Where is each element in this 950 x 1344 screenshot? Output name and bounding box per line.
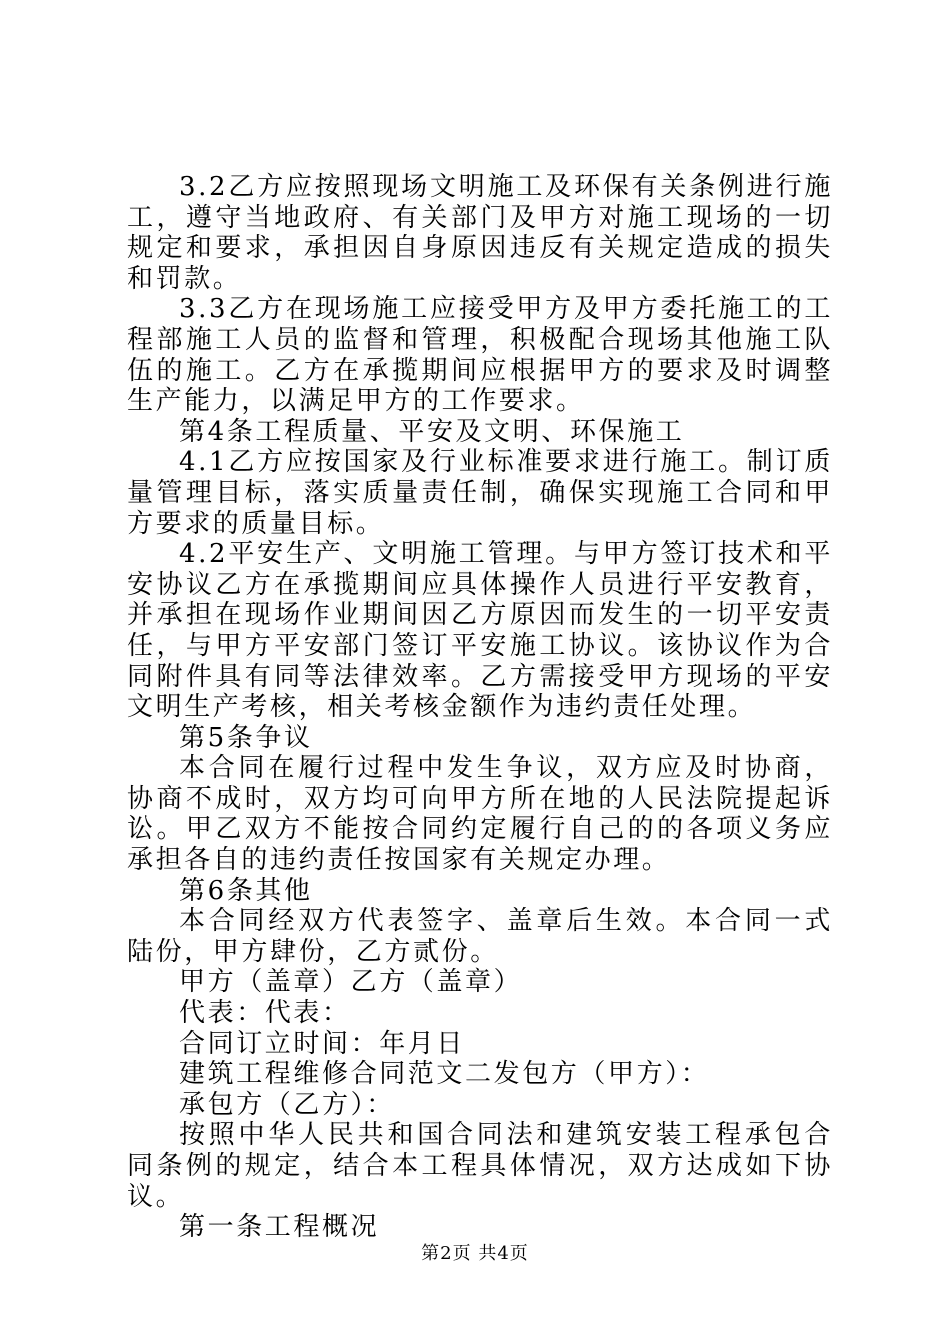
effectiveness-paragraph: 本合同经双方代表签字、盖章后生效。本合同一式陆份，甲方肆份，乙方贰份。 — [127, 906, 833, 967]
article-5-heading: 第5条争议 — [179, 722, 313, 753]
page-number-footer: 第2页 共4页 — [421, 1243, 529, 1264]
seal-line: 甲方（盖章）乙方（盖章） — [179, 967, 523, 998]
clause-4-2-paragraph: 4.2平安生产、文明施工管理。与甲方签订技术和平安协议乙方在承揽期间应具体操作人员进行平安教育，并承担在现场作业期间因乙方原因而发生的一切平安责任，与甲方平安部门签订平安施工协议。该协议作为合同附件具有同等法律效率。乙方需接受甲方现场的平安文明生产考核，相关考核金额作为违约责任处理。 — [127, 539, 833, 723]
contractor-line: 承包方（乙方）： — [179, 1089, 395, 1120]
contract-two-title-line: 建筑工程维修合同范文二发包方（甲方）： — [179, 1059, 710, 1090]
clause-3-2-paragraph: 3.2乙方应按照现场文明施工及环保有关条例进行施工，遵守当地政府、有关部门及甲方对施工现场的一切规定和要求，承担因自身原因违反有关规定造成的损失和罚款。 — [127, 172, 833, 294]
clause-4-1-paragraph: 4.1乙方应按国家及行业标准要求进行施工。制订质量管理目标，落实质量责任制，确保实现施工合同和甲方要求的质量目标。 — [127, 447, 833, 539]
article-4-heading: 第4条工程质量、平安及文明、环保施工 — [179, 416, 685, 447]
agreement-basis-paragraph: 按照中华人民共和国合同法和建筑安装工程承包合同条例的规定，结合本工程具体情况，双方达成如下协议。 — [127, 1120, 833, 1212]
document-body — [127, 172, 833, 1243]
article-1-heading: 第一条工程概况 — [179, 1212, 380, 1243]
dispute-paragraph: 本合同在履行过程中发生争议，双方应及时协商，协商不成时，双方均可向甲方所在地的人民法院提起诉讼。甲乙双方不能按合同约定履行自己的的各项义务应承担各自的违约责任按国家有关规定办理。 — [127, 753, 833, 876]
article-6-heading: 第6条其他 — [179, 875, 313, 906]
clause-3-3-paragraph: 3.3乙方在现场施工应接受甲方及甲方委托施工的工程部施工人员的监督和管理，积极配合现场其他施工队伍的施工。乙方在承揽期间应根据甲方的要求及时调整生产能力，以满足甲方的工作要求。 — [127, 294, 833, 417]
signing-date-line: 合同订立时间：年月日 — [179, 1028, 466, 1059]
representative-line: 代表：代表： — [179, 998, 351, 1029]
